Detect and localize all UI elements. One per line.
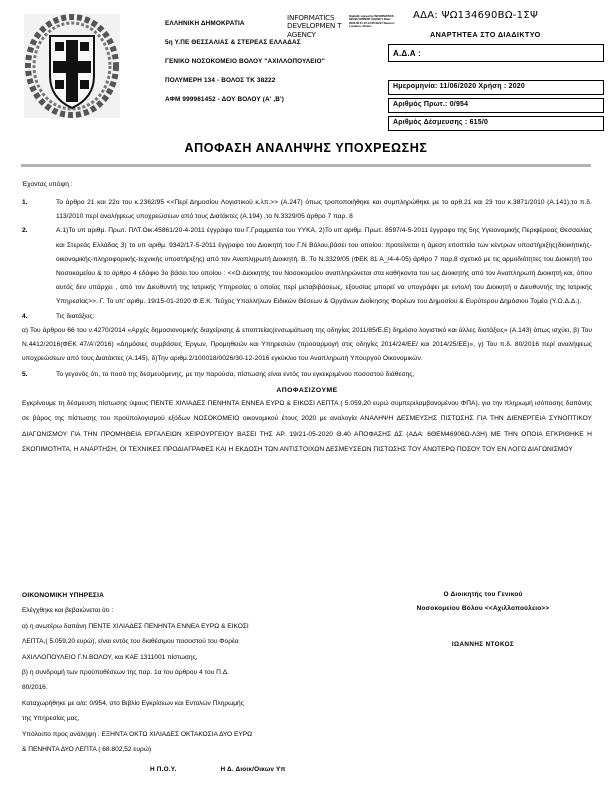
decision-text: Εγκρίνουμε τη δέσμευση πίστωσης ύψους ΠΕΝΤΕ ΧΙΛΙΑΔΕΣ ΠΕΝΗΝΤΑ ΕΝΝΕΑ ΕΥΡΩ & ΕΙΚΟΣΙ ΛΕΠΤΑ ( 5.059,20 ευρώ συμπεριλαμβανομένου ΦΠΑ), για την πληρωμή ισόποσης δαπάνης σε βάρος της πίστωσης του προϋπολογισμού εξόδων ΝΟΣΟΚΟΜΕΙΟ οικονομικού έτους 2020 με αναλογία ΑΝΑΛΗΨΗ ΔΕΣΜΕΥΣΗΣ ΠΙΣΤΩΣΗΣ ΓΙΑ ΤΗΝ ΔΙΕΝΕΡΓΕΙΑ ΣΥΝΟΠΤΙΚΟΥ ΔΙΑΓΩΝΙΣΜΟΥ ΓΙΑ ΤΗΝ ΠΡΟΜΗΘΕΙΑ ΕΡΓΑΛΕΙΩΝ ΧΕΙΡΟΥΡΓΕΙΟΥ ΒΑΣΕΙ ΤΗΣ ΑΡ. 19/21-05-2020 Θ.40 ΑΠΟΦΑΣΗΣ ΔΣ (ΑΔΑ: 6ΘΕΜ46906Ω-Λ3Η) ΜΕ ΤΗΝ ΟΠΟΙΑ ΕΓΚΡΙΘΗΚΕ Η ΣΚΟΠΙΜΟΤΗΤΑ, Η ΑΝΑΡΤΗΣΗ, ΟΙ ΤΕΧΝΙΚΕΣ ΠΡΟΔΙΑΓΡΑΦΕΣ ΚΑΙ Η ΕΚΔΟΣΗ ΤΩΝ ΑΝΤΙΣΤΟΙΧΩΝ ΔΕΣΜΕΥΣΕΩΝ ΠΙΣΤΩΣΗΣ ΤΟΥ ΑΝΩΤΕΡΩ ΠΟΣΟΥ ΤΟΥ ΕΝ ΛΟΓΩ ΔΙΑΓΩΝΙΣΜΟΥ — [22, 399, 592, 454]
org-line-4: ΠΟΛΥΜΕΡΗ 134 - ΒΟΛΟΣ ΤΚ 38222 — [165, 77, 276, 84]
verification-line: ΑΧΙΛΛΟΠΟΥΛΕΙΟ Γ.Ν.ΒΟΛΟΥ, και ΚΑΕ 1311001 πίστωσης, — [22, 653, 198, 661]
org-line-3: ΓΕΝΙΚΟ ΝΟΣΟΚΟΜΕΙΟ ΒΟΛΟΥ "ΑΧΙΛΛΟΠΟΥΛΕΙΟ" — [165, 58, 325, 65]
list-item — [22, 310, 592, 324]
greek-coat-of-arms-icon — [24, 14, 120, 118]
published-online-label: ΑΝΑΡΤΗΤΕΑ ΣΤΟ ΔΙΑΔΙΚΤΥΟ — [430, 30, 541, 39]
verification-line: α) η ανωτέρω δαπάνη ΠΕΝΤΕ ΧΙΛΙΑΔΕΣ ΠΕΝΗΝΤΑ ΕΝΝΕΑ ΕΥΡΩ & ΕΙΚΟΣΙ — [22, 622, 249, 630]
org-line-2: 5η Υ.ΠΕ ΘΕΣΣΑΛΙΑΣ & ΣΤΕΡΕΑΣ ΕΛΛΑΔΑΣ — [165, 39, 301, 46]
verification-line: Ελέγχθηκε και βεβαιώνεται ότι : — [22, 607, 114, 615]
document-body — [22, 178, 592, 458]
list-item — [22, 224, 592, 309]
remaining-balance-line: & ΠΕΝΗΝΤΑ ΔΥΟ ΛΕΠΤΑ ( 68.802,52 ευρώ) — [22, 746, 152, 754]
director-title-line-2: Νοσοκομείου Βόλου <<Αχιλλοπούλειο>> — [416, 605, 550, 612]
footer-label-pou: Η Π.Ο.Υ. — [150, 766, 177, 773]
footer-signature-row — [150, 766, 480, 773]
org-line-5: ΑΦΜ 999961452 - ΔΟΥ ΒΟΛΟΥ (Α' ,Β') — [165, 96, 284, 103]
provisions-text: α) Του άρθρου 66 του ν.4270/2014 «Αρχές δημοσιονομικής διαχείρισης & εποπτείας(ενσωμάτωση της οδηγίας 2011/85/Ε.Ε) δημόσιο λογιστικό και άλλες διατάξεις» (Α.143) όπως ισχύει, β) Του Ν.4412/2016(ΦΕΚ 47/Α'/2016) «Δημόσιες συμβάσεις Έργων, Προμηθειών και Υπηρεσιών (προσαρμογή στις οδηγίες 2014/24/ΕΕ/ και 2014/25/ΕΕ)», γ) Του π.δ. 80/2016 περί αναλήψεως υποχρεώσεων από τους Διατάκτες (Α.145), δ)Την αριθμ.2/100018/0026/30-12-2016 εγκύκλιο του Αναπληρωτή Υπουργού Οικονομικών. — [22, 326, 592, 363]
organization-block — [165, 20, 380, 115]
verification-line: β) η συνδρομή των προϋποθέσεων της παρ. 1α του άρθρου 4 του Π.Δ. — [22, 669, 229, 677]
item-number: 2. — [22, 227, 28, 235]
informatics-development-agency-logo: INFORMATICS DEVELOPMEN T AGENCY — [287, 13, 342, 39]
item-text: Το γεγονός ότι, το ποσό της δεσμευόμενης, με την παρούσα, πίστωσης είναι εντός του εγκεκριμένου ποσοστού διάθεσης, — [56, 371, 415, 379]
verification-line: ΛΕΠΤΑ,( 5.059,20 ευρώ), είναι εντός του διαθέσιμου ποσοστού του Φορέα — [22, 638, 239, 646]
list-item — [22, 196, 592, 224]
director-name: ΙΩΑΝΝΗΣ ΝΤΟΚΟΣ — [451, 641, 515, 648]
title-divider — [21, 164, 591, 167]
decision-heading: ΑΠΟΦΑΣΙΖΟΥΜΕ — [276, 386, 338, 394]
item-text: Α.1)Το υπ αριθμ. Πρωτ. ΠΛΤ.Οικ.45861/20-4-2011 έγγραφο του Γ.Γραμματέα του ΥΥΚΑ, 2)Το υπ αριθμ. Πρωτ. 8597/4-5-2011 έγγραφο της 5ης Υγειονομικής Περιφέρειας Θεσσαλίας και Στερεάς Ελλάδας 3) το υπ αριθμ. 9342/17-5-2011 έγγραφο του Διοικητή του Γ.Ν Βόλου,βάσει του οποίου: προτείνεται η άμεση εποπτεία των κέντρων υποστήριξης(διοικητικής-οικονομικής-πληροφορικής-τεχνικής υποστήριξης) από τον Αναπληρωτή Διοικητή. Β. Το Ν.3329/05 (ΦΕΚ 81 Α_/4-4-05) άρθρο 7 παρ.8 σχετικό με τις αρμοδιότητες του Διοικητή του Νοσοκομείου & το άρθρο 4 εδάφιο 3ο βάσει του οποίου : <<Ο Διοικητής του Νοσοκομείου αναπληρώνεται στα καθήκοντα του ως Διοικητής από τον Αναπληρωτή Διοικητή και, όπου αυτός δεν υπάρχει , από τον Διευθυντή της Ιατρικής Υπηρεσίας ο οποίος περί μεταβιβάσεως, εξουσίας μπορεί να υπογράφει με εντολή του Διοικητή ο Διευθυντής της Ιατρικής Υπηρεσίας>>. Γ. Το υπ' αριθμ. 19/15-01-2020 Φ.Ε.Κ. Τεύχος Υπαλλήλων Ειδικών Θέσεων & Οργάνων Διοίκησης Φορέων του Δημοσίου & Ευρύτερου Δημόσιου Τομέα (Υ.Ο.Δ.Δ.). — [56, 227, 592, 306]
document-header — [0, 0, 612, 130]
financial-service-block — [22, 588, 352, 757]
financial-service-heading: ΟΙΚΟΝΟΜΙΚΗ ΥΠΗΡΕΣΙΑ — [22, 592, 105, 599]
footer-label-admin: Η Δ. Διοικ/Οικων Υπ — [220, 766, 286, 773]
commitment-number-box: Αριθμός Δέσμευσης : 615/0 — [388, 116, 604, 131]
verification-line: της Υπηρεσίας μας, — [22, 715, 80, 723]
verification-line: Καταχωρήθηκε με α/α: 0/954, στο Βιβλίο Εγκρίσεων και Εντολών Πληρωμής — [22, 699, 244, 707]
item-text: Το άρθρο 21 και 22ο του κ.2362/95 <<Περί Δημοσίου Λογιστικού κ.λπ.>> (Α.247) όπως τροποποιήθηκε και συμπληρώθηκε με το αρθ.21 και 23 του κ.3871/2010 (Α.141),το π.δ. 113/2010 περί αναλήψεως υποχρεώσεων από τους Διατάκτες (Α.194) ,το Ν.3329/05 άρθρο 7 παρ. 8 — [56, 199, 592, 221]
item-number: 5. — [22, 371, 28, 379]
list-item — [22, 368, 592, 382]
verification-line: 80/2016. — [22, 684, 48, 692]
director-title-line-1: Ο Διοικητής του Γενικού — [443, 591, 523, 598]
ada-code: ΑΔΑ: ΨΩ134690ΒΩ-1ΣΨ — [413, 10, 539, 21]
org-line-1: ΕΛΛΗΝΙΚΗ ΔΗΜΟΚΡΑΤΙΑ — [165, 20, 245, 27]
preamble-label: Έχοντας υπόψη : — [22, 181, 73, 188]
digital-signature-stamp: Digitally signed by INFORMATICS DEVELOPMENT AGENCY Date: 2020.06.11 15:14:25 EEST Reason: Location: Athens — [349, 14, 395, 29]
item-text: Τις διατάξεις: — [56, 312, 95, 320]
ada-field-box: Α.Δ.Α : — [388, 44, 604, 62]
item-number: 4. — [22, 312, 28, 320]
director-signature-block — [374, 588, 592, 652]
protocol-number-box: Αριθμός Πρωτ.: 0/954 — [388, 98, 604, 113]
remaining-balance-line: Υπόλοιπο προς ανάληψη : ΕΞΗΝΤΑ ΟΚΤΩ ΧΙΛΙΑΔΕΣ ΟΚΤΑΚΟΣΙΑ ΔΥΟ ΕΥΡΩ — [22, 730, 253, 738]
date-field-box: Ημερομηνία: 11/06/2020 Χρήση : 2020 — [388, 80, 604, 95]
document-title: ΑΠΟΦΑΣΗ ΑΝΑΛΗΨΗΣ ΥΠΟΧΡΕΩΣΗΣ — [184, 141, 428, 155]
item-number: 1. — [22, 199, 28, 206]
